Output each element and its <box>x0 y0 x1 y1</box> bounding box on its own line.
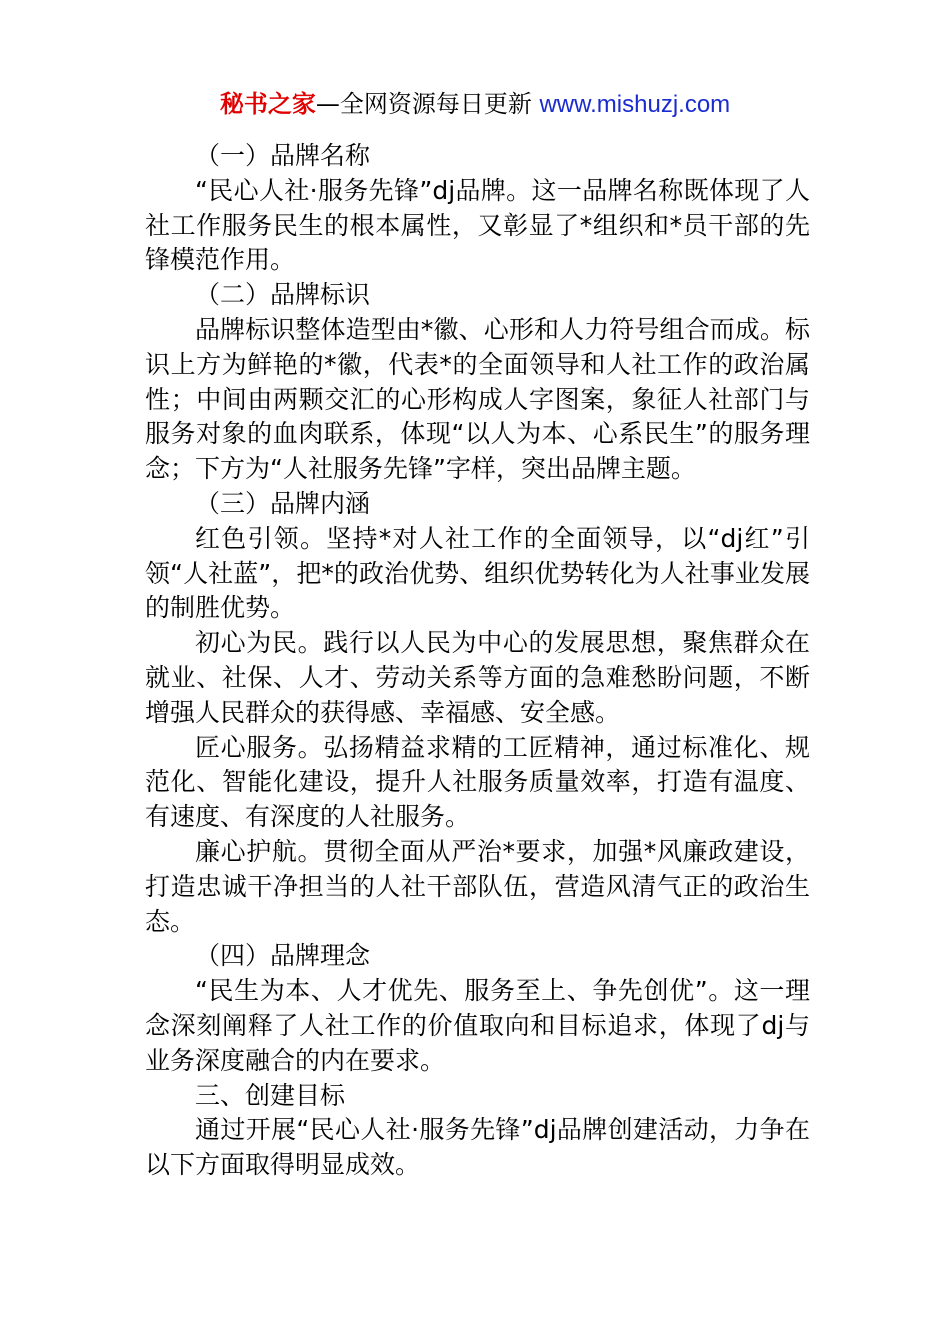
site-brand: 秘书之家 <box>219 90 316 118</box>
paragraph-red-guidance: 红色引领。坚持*对人社工作的全面领导，以“dj红”引领“人社蓝”，把*的政治优势、组织优势转化为人社事业发展的制胜优势。 <box>145 523 810 623</box>
section-heading-brand-logo: （二）品牌标识 <box>195 280 371 310</box>
paragraph-original-aspiration: 初心为民。践行以人民为中心的发展思想，聚焦群众在就业、社保、人才、劳动关系等方面的急难愁盼问题，不断增强人民群众的获得感、幸福感、安全感。 <box>145 628 810 727</box>
paragraph-brand-philosophy: “民生为本、人才优先、服务至上、争先创优”。这一理念深刻阐释了人社工作的价值取向和目标追求，体现了dj与业务深度融合的内在要求。 <box>145 976 810 1075</box>
paragraph-goals: 通过开展“民心人社·服务先锋”dj品牌创建活动，力争在以下方面取得明显成效。 <box>145 1115 810 1180</box>
paragraph-brand-name: “民心人社·服务先锋”dj品牌。这一品牌名称既体现了人社工作服务民生的根本属性，又彰显了*组织和*员干部的先锋模范作用。 <box>145 175 810 275</box>
document-body <box>145 139 810 1183</box>
paragraph-integrity-escort: 廉心护航。贯彻全面从严治*要求，加强*风廉政建设，打造忠诚干净担当的人社干部队伍，营造风清气正的政治生态。 <box>145 836 810 936</box>
section-heading-goals: 三、创建目标 <box>195 1080 346 1110</box>
site-header <box>0 88 950 121</box>
section-heading-brand-philosophy: （四）品牌理念 <box>195 941 371 971</box>
header-separator: — <box>315 90 340 118</box>
paragraph-craftsman-service: 匠心服务。弘扬精益求精的工匠精神，通过标准化、规范化、智能化建设，提升人社服务质量效率，打造有温度、有速度、有深度的人社服务。 <box>145 732 810 832</box>
header-tagline: 全网资源每日更新 <box>339 90 532 118</box>
paragraph-brand-logo: 品牌标识整体造型由*徽、心形和人力符号组合而成。标识上方为鲜艳的*徽，代表*的全面领导和人社工作的政治属性；中间由两颗交汇的心形构成人字图案，象征人社部门与服务对象的血肉联系，体现“以人为本、心系民生”的服务理念；下方为“人社服务先锋”字样，突出品牌主题。 <box>145 314 810 484</box>
site-url-link[interactable]: www.mishuzj.com <box>539 91 731 118</box>
section-heading-brand-name: （一）品牌名称 <box>195 141 371 170</box>
section-heading-brand-connotation: （三）品牌内涵 <box>195 488 371 518</box>
